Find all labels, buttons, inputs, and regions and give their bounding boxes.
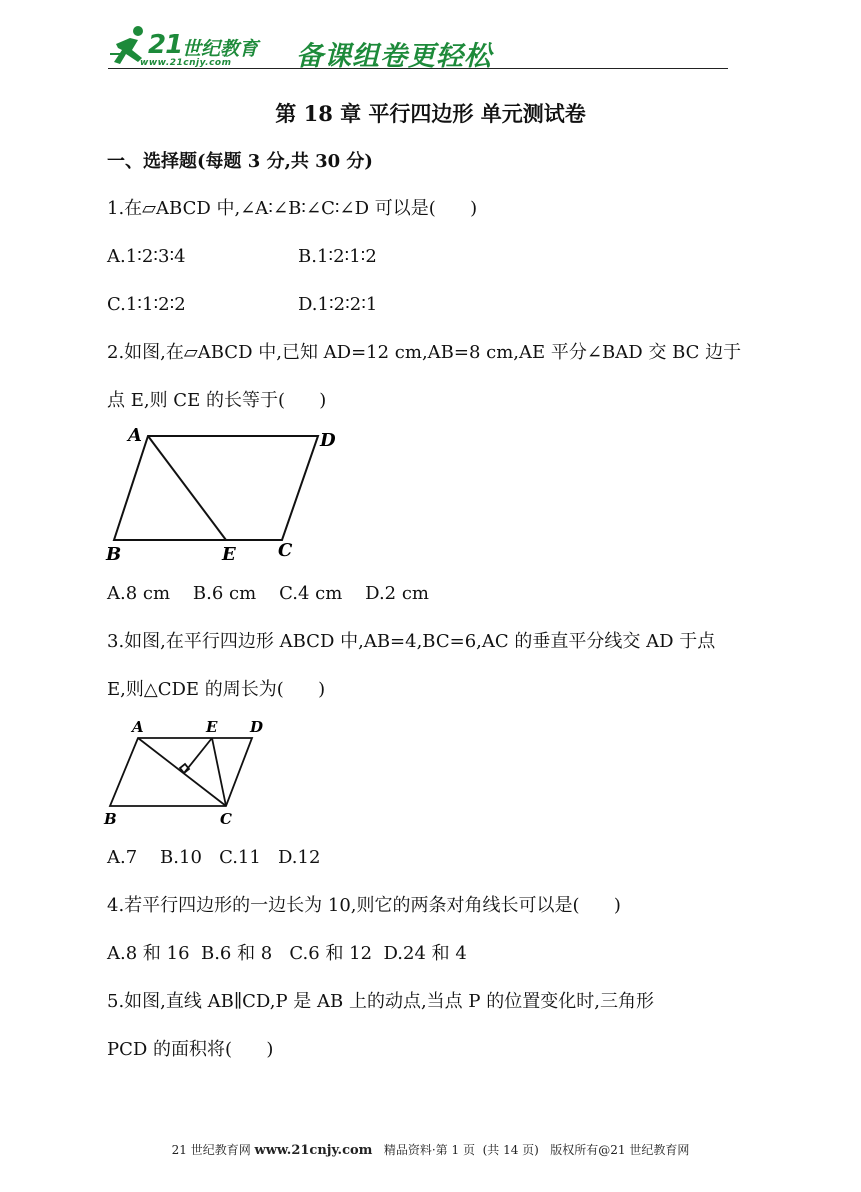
q3-label-d: D	[250, 718, 264, 736]
footer-site-url: www.21cnjy.com	[254, 1143, 373, 1158]
logo-brand: 世纪教育	[182, 38, 259, 60]
q4-options: A.8 和 16 B.6 和 8 C.6 和 12 D.24 和 4	[107, 943, 467, 964]
q2-label-d: D	[320, 430, 336, 451]
q1-option-d: D.1∶2∶2∶1	[298, 294, 378, 315]
q1-option-c: C.1∶1∶2∶2	[107, 294, 186, 315]
q2-label-c: C	[278, 540, 293, 561]
q5-stem-line1: 5.如图,直线 AB∥CD,P 是 AB 上的动点,当点 P 的位置变化时,三角形	[107, 991, 654, 1012]
q3-stem-line1: 3.如图,在平行四边形 ABCD 中,AB=4,BC=6,AC 的垂直平分线交 AD 于点	[107, 631, 716, 652]
q5-stem-line2: PCD 的面积将( )	[107, 1039, 274, 1060]
q1-option-a: A.1∶2∶3∶4	[107, 246, 186, 267]
footer-site-name: 21 世纪教育网	[171, 1143, 255, 1157]
q1-stem: 1.在▱ABCD 中,∠A∶∠B∶∠C∶∠D 可以是( )	[107, 198, 478, 219]
q3-label-e: E	[206, 718, 218, 736]
q2-stem-line2: 点 E,则 CE 的长等于( )	[107, 390, 327, 411]
q3-stem-line2: E,则△CDE 的周长为( )	[107, 679, 326, 700]
q4-stem: 4.若平行四边形的一边长为 10,则它的两条对角线长可以是( )	[107, 895, 621, 916]
page-footer	[0, 1141, 861, 1158]
q2-stem-line1: 2.如图,在▱ABCD 中,已知 AD=12 cm,AB=8 cm,AE 平分∠BAD 交 BC 边于	[107, 342, 742, 363]
q2-figure	[100, 424, 360, 570]
q2-segment-ae	[148, 436, 226, 540]
q2-options: A.8 cm B.6 cm C.4 cm D.2 cm	[107, 583, 429, 604]
q3-label-c: C	[220, 810, 232, 828]
header-divider	[108, 68, 728, 69]
q2-label-e: E	[222, 544, 236, 565]
page-title: 第 18 章 平行四边形 单元测试卷	[275, 101, 586, 126]
logo-number: 21	[148, 30, 183, 60]
q3-label-a: A	[132, 718, 144, 736]
q3-options: A.7 B.10 C.11 D.12	[107, 847, 321, 868]
slogan: 备课组卷更轻松	[296, 41, 492, 72]
q2-parallelogram	[114, 436, 318, 540]
q1-option-b: B.1∶2∶1∶2	[298, 246, 377, 267]
q2-label-b: B	[106, 544, 122, 565]
footer-page-info: 精品资料·第 1 页 (共 14 页) 版权所有@21 世纪教育网	[372, 1143, 690, 1157]
q3-figure	[100, 712, 280, 832]
q3-label-b: B	[104, 810, 117, 828]
q2-label-a: A	[128, 425, 142, 446]
section-heading: 一、选择题(每题 3 分,共 30 分)	[107, 151, 373, 172]
logo-url: www.21cnjy.com	[140, 58, 232, 68]
q3-diagonal-ac	[138, 738, 226, 806]
